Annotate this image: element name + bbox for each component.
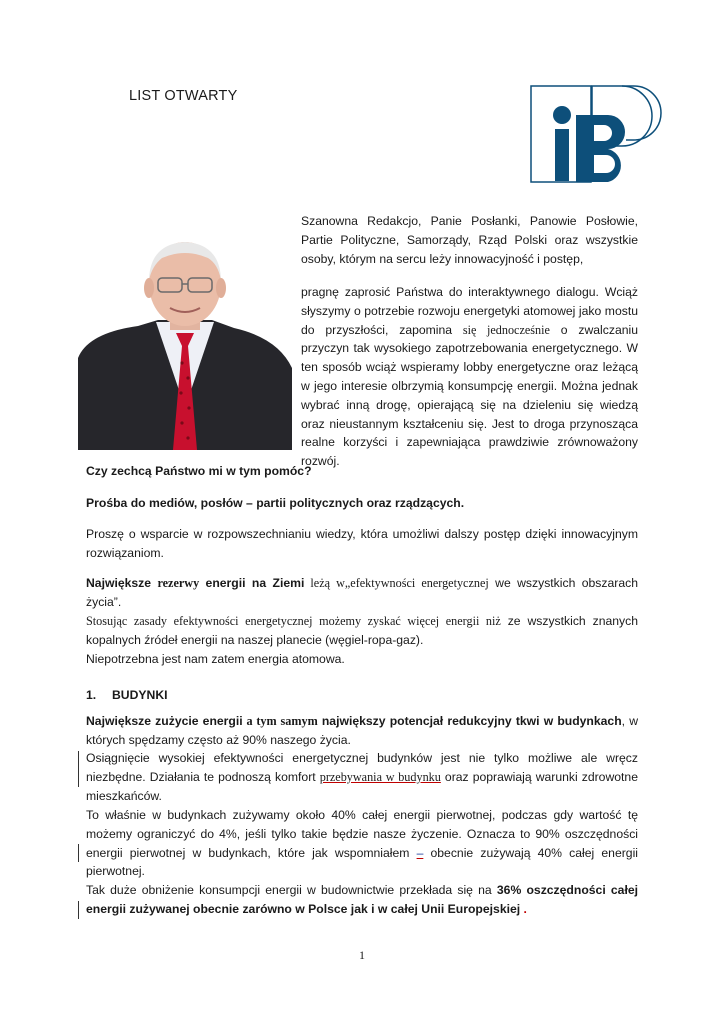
letter-support: Proszę o wsparcie w rozpowszechnianiu wiedzy, która umożliwi dalszy postęp dzięki innowacyjnym rozwiązaniom. (86, 527, 638, 560)
buildings-paragraph-4: Tak duże obniżenie konsumpcji energii w budownictwie przekłada się na 36% oszczędności całej energii zużywanej obecnie zarówno w Polsce jak i w całej Unii Europejskiej . (86, 883, 638, 916)
buildings-paragraph-3: To właśnie w budynkach zużywamy około 40% całej energii pierwotnej, podczas gdy wartość tę możemy ograniczyć do 4%, jeśli tylko takie będzie nasze życzenie. Oznacza to 90% oszczędności energii pierwotnej w budynkach, które jak wspomniałem – obecnie zużywają 40% całej energii pierwotnej. (86, 808, 638, 879)
change-bar (78, 901, 79, 919)
letter-request: Prośba do mediów, posłów – partii politycznych oraz rządzących. (86, 496, 465, 510)
page-number: 1 (359, 948, 365, 962)
letter-no-atomic: Niepotrzebna jest nam zatem energia atomowa. (86, 652, 345, 666)
buildings-paragraph-2: Osiągnięcie wysokiej efektywności energetycznej budynków jest nie tylko możliwe ale wręcz niezbędne. Działania te podnoszą komfort przebywania w budynku oraz poprawiają warunki zdrowotne mieszkańców. (86, 751, 638, 803)
letter-question: Czy zechcą Państwo mi w tym pomóc? (86, 464, 312, 478)
section-title: BUDYNKI (112, 688, 168, 702)
change-bar (78, 844, 79, 862)
section-heading (86, 688, 168, 702)
section-number: 1. (86, 688, 97, 702)
pibp-logo (530, 85, 662, 183)
portrait-photo (78, 238, 292, 450)
letter-intro: pragnę zaprosić Państwa do interaktywnego dialogu. Wciąż słyszymy o potrzebie rozwoju energetyki atomowej jako mostu do przyszłości, zapomina się jednocześnie o zwalczaniu przyczyn tak wysokiego zapotrzebowania energetycznego. W ten sposób wciąż wspieramy lobby energetyczne oraz leżącą w jego interesie olbrzymią konsumpcję energii. Można jednak wybrać inną drogę, opierającą się na dzieleniu się wiedzą oraz nieustannym kształceniu się. Jest to droga przynosząca realne korzyści i zapewniająca prawdziwie zrównoważony rozwój. (301, 285, 638, 469)
buildings-paragraph-1: Największe zużycie energii a tym samym największy potencjał redukcyjny tkwi w budynkach, w których spędzamy często aż 90% naszego życia. (86, 714, 639, 747)
letter-reserves: Największe rezerwy energii na Ziemi leżą w„efektywności energetycznej we wszystkich obszarach życia”. (86, 576, 638, 609)
change-bar (78, 751, 79, 787)
letter-greeting: Szanowna Redakcjo, Panie Posłanki, Panowie Posłowie, Partie Polityczne, Samorządy, Rząd Polski oraz wszystkie osoby, którym na sercu leży innowacyjność i postęp, (301, 214, 638, 266)
page-title: LIST OTWARTY (129, 88, 238, 104)
letter-principles: Stosując zasady efektywności energetycznej możemy zyskać więcej energii niż ze wszystkich znanych kopalnych źródeł energii na naszej planecie (węgiel-ropa-gaz). (86, 614, 638, 647)
